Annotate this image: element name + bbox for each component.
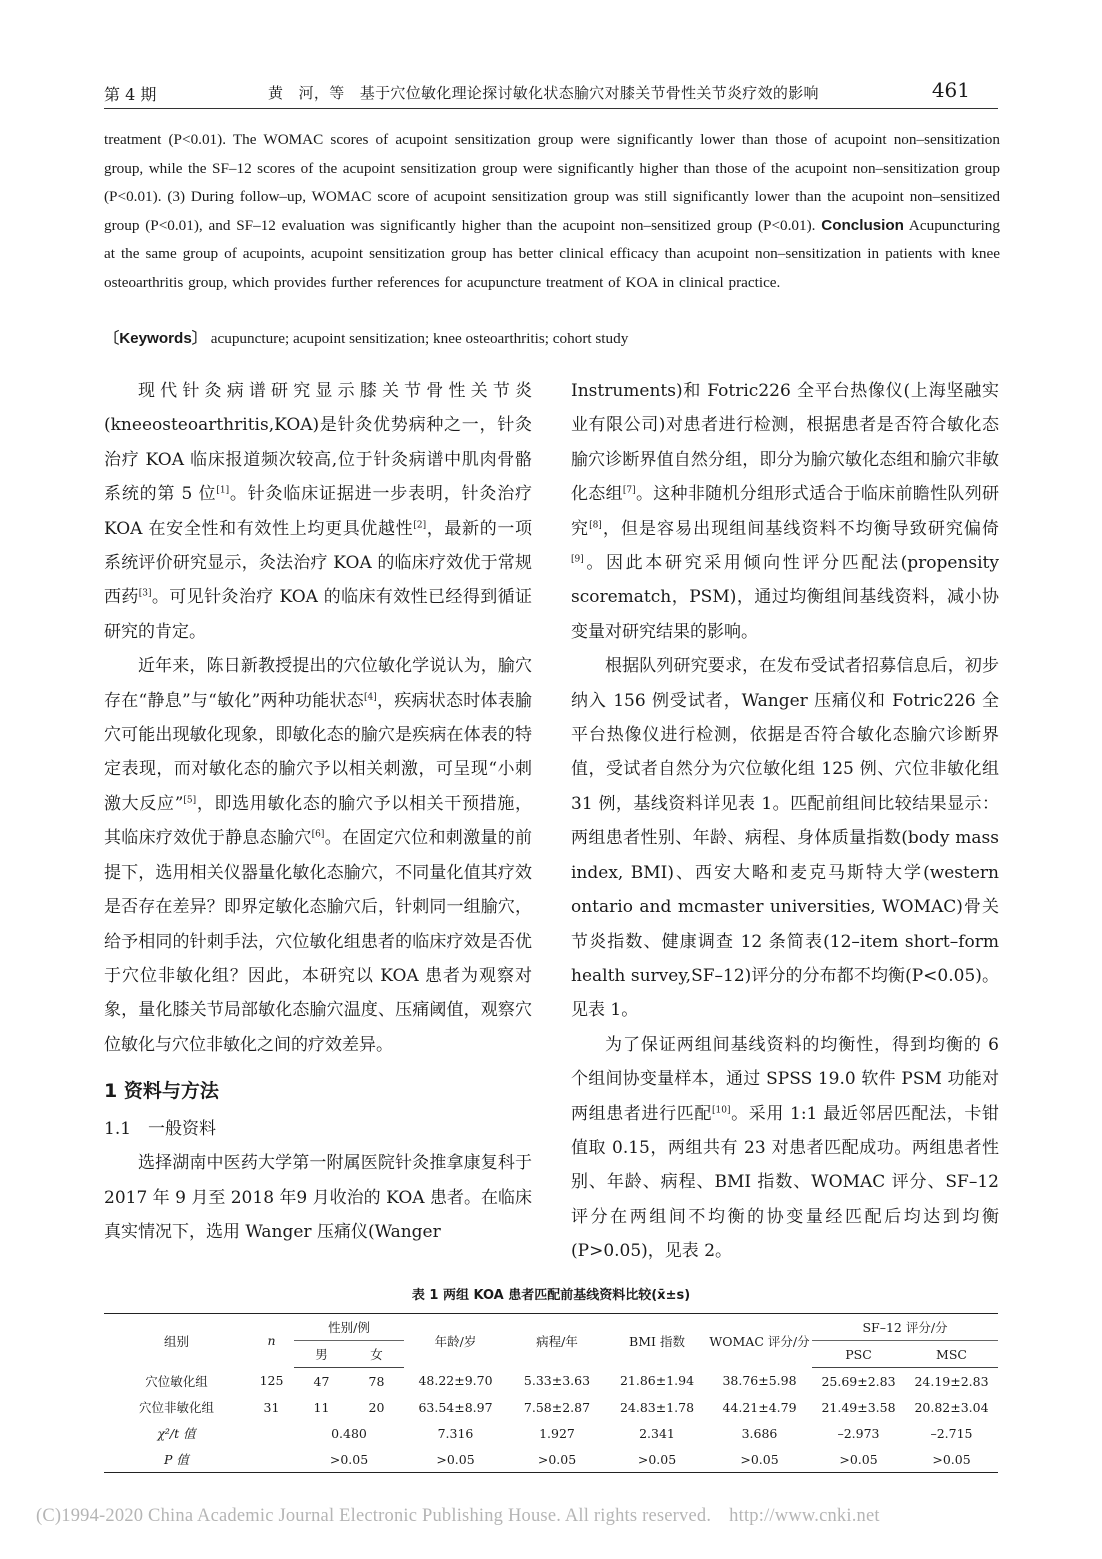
abstract-block [104,126,1000,297]
subsection-title: 1.1 一般资料 [104,1119,217,1140]
abstract-text: treatment (P<0.01). The WOMAC scores of acupoint sensitization group were significantly lower than those of acupoint non–sensitization group, while the SF–12 scores of the acupoint sensitization group were significantly higher than those of the acupoint non–sensitization group (P<0.01). (3) During follow–up, WOMAC score of acupoint sensitization group was still significantly lower than the acupoint non–sensitized group (P<0.01), and SF–12 evaluation was significantly higher than the acupoint non–sensitized group (P<0.01). [104,131,1000,234]
table-cell: 63.54±8.97 [418,1399,493,1415]
header-age: 年龄/岁 [404,1314,507,1368]
text-span: ，最新的一项系统评价研究显示，灸法治疗 KOA 的临床疗效优于常规西药 [104,518,532,608]
header-course: 病程/年 [507,1314,607,1368]
citation: [5] [183,795,197,806]
table-cell: 7.58±2.87 [523,1399,591,1415]
table-cell: 31 [263,1399,280,1415]
paragraph [104,649,532,1062]
table-cell: 38.76±5.98 [722,1373,797,1389]
table-cell: >0.05 [905,1446,998,1473]
citation: [6] [311,829,325,840]
table-cell: P 值 [104,1446,249,1473]
citation: [3] [138,588,152,599]
table-cell: χ²/t 值 [157,1426,196,1441]
table-cell: –2.715 [930,1425,973,1441]
page-number: 461 [931,78,970,102]
citation: [1] [216,485,230,496]
copyright-footer [36,1506,1076,1527]
text-span: Instruments)和 Fotric226 全平台热像仪(上海坚融实业有限公司)对患者进行检测，根据患者是否符合敏化态腧穴诊断界值自然分组，即分为腧穴敏化态组和腧穴非敏化态组 [571,381,999,505]
text-span: 现代针灸病谱研究显示膝关节骨性关节炎(kneeosteoarthritis,KOA)是针灸优势病种之一，针灸治疗 KOA 临床报道频次较高,位于针灸病谱中肌肉骨骼系统的第 5 位 [104,381,532,505]
table-cell: –2.973 [837,1425,880,1441]
citation: [7] [622,485,636,496]
header-sex: 性别/例 [294,1314,404,1341]
header-womac: WOMAC 评分/分 [707,1314,812,1368]
text-span: 。因此本研究采用倾向性评分匹配法(propensity scorematch，PSM)，通过均衡组间基线资料，减小协变量对研究结果的影响。 [571,553,999,642]
table-cell: 24.83±1.78 [619,1399,695,1415]
table-row [104,1394,998,1420]
header-female: 女 [349,1341,404,1368]
table-row [104,1368,998,1395]
table-cell: 7.316 [437,1425,474,1441]
table-row-stat [104,1420,998,1446]
running-title: 黄 河，等 基于穴位敏化理论探讨敏化状态腧穴对膝关节骨性关节炎疗效的影响 [268,84,819,102]
keywords-label: 〔Keywords〕 [104,330,207,347]
citation: [4] [364,692,377,702]
table-cell: 78 [368,1373,385,1389]
table-cell: 20 [368,1399,385,1415]
table-cell: 5.33±3.63 [523,1373,591,1389]
text-span: ，疾病状态时体表腧穴可能出现敏化现象，即敏化态的腧穴是疾病在体表的特定表现，而对敏化态的腧穴予以相关刺激，可呈现“小刺激大反应” [104,690,533,814]
table-row-p [104,1446,998,1473]
text-span: 近年来，陈日新教授提出的穴位敏化学说认为，腧穴存在“静息”与“敏化”两种功能状态 [104,656,532,711]
table-cell: 21.49±3.58 [821,1399,896,1415]
text-span: 。采用 1:1 最近邻居匹配法，卡钳值取 0.15，两组共有 23 对患者匹配成功。两组患者性别、年龄、病程、BMI 指数、WOMAC 评分、SF–12 评分在两组间不均衡的协变量经匹配后均达到均衡(P>0.05)，见表 2。 [571,1103,1000,1262]
table-cell: >0.05 [812,1446,905,1473]
text-span: ，即选用敏化态的腧穴予以相关干预措施，其临床疗效优于静息态腧穴 [104,793,532,849]
right-column [571,374,999,1269]
text-span: ，但是容易出现组间基线资料不均衡导致研究偏倚 [601,518,1000,539]
paragraph: 选择湖南中医药大学第一附属医院针灸推拿康复科于 2017 年 9 月至 2018 年9 月收治的 KOA 患者。在临床真实情况下，选用 Wanger 压痛仪(Wanger [104,1153,532,1242]
header-psc: PSC [812,1341,905,1368]
table-cell: 3.686 [741,1425,778,1441]
table-cell: 125 [259,1373,284,1389]
paragraph [571,374,999,649]
keywords-text: acupuncture; acupoint sensitization; knee osteoarthritis; cohort study [206,330,629,347]
section-title: 1 资料与方法 [104,1080,219,1103]
table-cell: >0.05 [404,1446,507,1473]
page-header [104,80,998,104]
paragraph [104,374,532,649]
paragraph [571,1028,999,1269]
table-cell: 1.927 [539,1425,575,1441]
table-cell: 25.69±2.83 [821,1373,896,1389]
table-cell: 24.19±2.83 [914,1373,989,1389]
header-group: 组别 [104,1314,249,1368]
header-sf12: SF–12 评分/分 [812,1314,998,1341]
table-cell: >0.05 [294,1446,404,1473]
table-cell: 44.21±4.79 [722,1399,797,1415]
issue-label: 第 4 期 [104,85,157,104]
table-caption: 表 1 两组 KOA 患者匹配前基线资料比较(x̄±s) [411,1288,691,1303]
table-cell: 穴位非敏化组 [138,1400,214,1415]
text-span: 。这种非随机分组形式适合于临床前瞻性队列研究 [571,484,999,539]
header-msc: MSC [905,1341,998,1368]
header-bmi: BMI 指数 [607,1314,707,1368]
citation: [2] [413,519,427,530]
text-span: 。可见针灸治疗 KOA 的临床有效性已经得到循证研究的肯定。 [104,587,532,642]
baseline-table [104,1313,998,1473]
table-cell: 20.82±3.04 [914,1399,989,1415]
copyright-text: (C)1994-2020 China Academic Journal Electronic Publishing House. All rights reserved. [36,1506,712,1526]
keywords-line [104,327,1000,348]
conclusion-label: Conclusion [821,216,904,234]
cnki-link[interactable]: http://www.cnki.net [729,1506,880,1526]
header-male: 男 [294,1341,349,1368]
table-cell: >0.05 [507,1446,607,1473]
text-span: 。针灸临床证据进一步表明，针灸治疗 KOA 在安全性和有效性上均更具优越性 [104,484,533,539]
header-rule [104,108,998,109]
table-cell: 11 [313,1399,330,1415]
table-cell: >0.05 [607,1446,707,1473]
table-cell: 0.480 [331,1425,367,1441]
text-span: 为了保证两组间基线资料的均衡性，得到均衡的 6 个组间协变量样本，通过 SPSS 19.0 软件 PSM 功能对两组患者进行匹配 [571,1034,999,1124]
table-cell: 47 [313,1373,330,1389]
table-cell: >0.05 [707,1446,812,1473]
table-cell: 21.86±1.94 [619,1373,695,1389]
conclusion-text: Acupuncturing at the same group of acupoints, acupoint sensitization group has better clinical efficacy than acupoint non–sensitization in patients with knee osteoarthritis group, which provides further references for acupuncture treatment of KOA in clinical practice. [104,216,1000,291]
table-cell: 48.22±9.70 [418,1373,493,1389]
header-n: n [249,1314,294,1368]
citation: [8] [589,519,602,530]
text-span: 。在固定穴位和刺激量的前提下，选用相关仪器量化敏化态腧穴，不同量化值其疗效是否存在差异？即界定敏化态腧穴后，针刺同一组腧穴，给予相同的针刺手法，穴位敏化组患者的临床疗效是否优于穴位非敏化组？因此，本研究以 KOA 患者为观察对象，量化膝关节局部敏化态腧穴温度、压痛阈值，观察穴位敏化与穴位非敏化之间的疗效差异。 [104,828,532,1055]
table-cell: 穴位敏化组 [145,1373,208,1389]
paragraph: 根据队列研究要求，在发布受试者招募信息后，初步纳入 156 例受试者，Wanger 压痛仪和 Fotric226 全平台热像仪进行检测，依据是否符合敏化态腧穴诊断界值，受试者自然分为穴位敏化组 125 例、穴位非敏化组 31 例，基线资料详见表 1。匹配前组间比较结果显示：两组患者性别、年龄、病程、身体质量指数(body mass index, BMI)、西安大略和麦克马斯特大学(western ontario and mcmaster universities, WOMAC)骨关节炎指数、健康调查 12 条简表(12–item short–form health survey,SF–12)评分的分布都不均衡(P<0.05)。见表 1。 [571,656,999,1021]
citation: [10] [712,1104,731,1115]
citation: [9] [571,554,584,565]
left-column [104,374,532,1249]
table-cell: 2.341 [639,1425,675,1441]
